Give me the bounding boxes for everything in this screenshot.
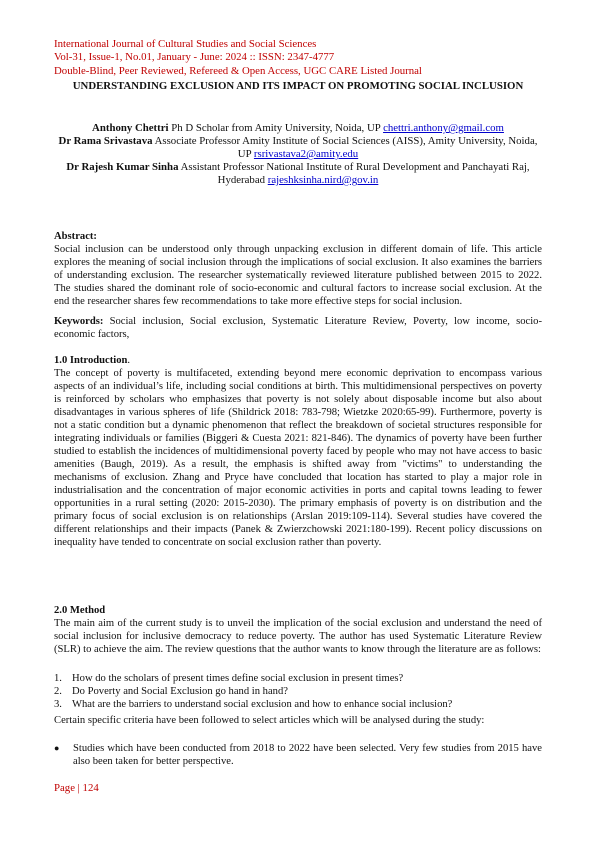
intro-heading-text: 1.0 Introduction (54, 355, 128, 366)
method-heading: 2.0 Method (54, 605, 106, 616)
author-affiliation: Assistant Professor National Institute of Rural Development and Panchayati Raj, Hyderabad (178, 161, 530, 186)
author-email-link[interactable]: chettri.anthony@gmail.com (383, 122, 504, 134)
journal-type: Double-Blind, Peer Reviewed, Refereed & Open Access, UGC CARE Listed Journal (54, 64, 422, 77)
journal-name: International Journal of Cultural Studies and Social Sciences (54, 38, 317, 50)
journal-header (54, 38, 554, 78)
list-text: How do the scholars of present times define social exclusion in present times? (72, 673, 404, 684)
list-item (54, 685, 542, 698)
keywords (54, 315, 542, 341)
list-item (54, 698, 542, 711)
intro-heading-period: . (127, 355, 131, 366)
list-text: Do Poverty and Social Exclusion go hand in hand? (72, 686, 288, 697)
author-name: Dr Rama Srivastava (58, 135, 153, 147)
list-item (54, 672, 542, 685)
intro-paragraph: The concept of poverty is multifaceted, extending beyond mere economic deprivation to encompass various aspects of an individual’s life, including social conditions at birth. This multidimensional perspectives on poverty is reinforced by scholars who emphasizes that poverty is not solely about disposable income but also about disadvantages in various spheres of life (Shildrick 2018: 783-798; Wietzke 2020:65-99). Furthermore, poverty is not a static condition but a dynamic phenomenon that reflect the breakdown of societal structures responsible for integrating individuals or families (Biggeri & Cuesta 2021: 821-846). The dynamics of poverty have been further studied to establish the incidences of multidimensional poverty faced by people who may not have access to basic amenities (Baugh, 2019). As a result, the emphasis is shifted away from "victims" to understanding the mechanisms of exclusion. Zhang and Pryce have concluded that location has started to play a major role in industrialisation and the concentration of major economic activities in ports and capital towns leading to fewer opportunities in a rural setting (2020: 2015-2030). The primary emphasis of poverty is on distribution and the primary focus of social exclusion is on relationships (Arslan 2019:109-114). Several studies have covered the different relationships and their impacts (Panek & Zwierzchowski 2021:180-199). Recent policy discussions on inequality have tended to concentrate on social exclusion rather than poverty. (54, 368, 542, 548)
bullet-text: Studies which have been conducted from 2018 to 2022 have been selected. Very few studies from 2015 have also been taken for better perspective. (73, 743, 542, 767)
abstract-heading: Abstract: (54, 231, 97, 242)
author-block (54, 122, 542, 187)
keywords-label: Keywords: (54, 316, 104, 327)
review-questions-list (54, 672, 542, 711)
list-number: 3. (54, 699, 62, 710)
author-email-link[interactable]: rajeshksinha.nird@gov.in (267, 174, 379, 186)
paper-title: UNDERSTANDING EXCLUSION AND ITS IMPACT ON PROMOTING SOCIAL INCLUSION (72, 80, 524, 92)
page-number: Page | 124 (54, 782, 99, 794)
keywords-text: Social inclusion, Social exclusion, Systematic Literature Review, Poverty, low income, socio-economic factors, (54, 316, 542, 340)
abstract-text: Social inclusion can be understood only through unpacking exclusion in different domain of life. This article explores the meaning of social inclusion through the implications of social exclusion. It also examines the barriers of understanding exclusion. The researcher systematically reviewed literature published between 2015 to 2022. The studies shared the dominant role of socio-economic and cultural factors to increase social exclusion. At the end the researcher shares few recommendations to take more effective steps for social inclusion. (54, 244, 542, 307)
author-affiliation: Ph D Scholar from Amity University, Noida, UP (168, 122, 384, 134)
method-paragraph: The main aim of the current study is to unveil the implication of the social exclusion and understand the need of social inclusion for inclusive democracy to reduce poverty. The author has used Systematic Literature Review (SLR) to achieve the aim. The review questions that the author wants to know through the literature are as follows: (54, 618, 542, 655)
journal-volume: Vol-31, Issue-1, No.01, January - June: 2024 :: ISSN: 2347-4777 (54, 51, 335, 64)
author-3 (54, 161, 542, 187)
author-email-link[interactable]: rsrivastava2@amity.edu (253, 148, 359, 160)
list-number: 2. (54, 686, 62, 697)
intro-heading (54, 354, 130, 367)
list-text: What are the barriers to understand social exclusion and how to enhance social inclusion? (72, 699, 453, 710)
author-1 (54, 122, 542, 135)
list-number: 1. (54, 673, 62, 684)
bullet-icon: ● (54, 743, 60, 753)
author-name: Anthony Chettri (92, 122, 169, 134)
author-name: Dr Rajesh Kumar Sinha (66, 161, 179, 173)
criteria-paragraph: Certain specific criteria have been followed to select articles which will be analysed during the study: (54, 715, 485, 726)
author-affiliation: Associate Professor Amity Institute of Social Sciences (AISS), Amity University, Noida, UP (152, 135, 538, 160)
criteria-bullet (54, 742, 542, 768)
author-2 (54, 135, 542, 161)
